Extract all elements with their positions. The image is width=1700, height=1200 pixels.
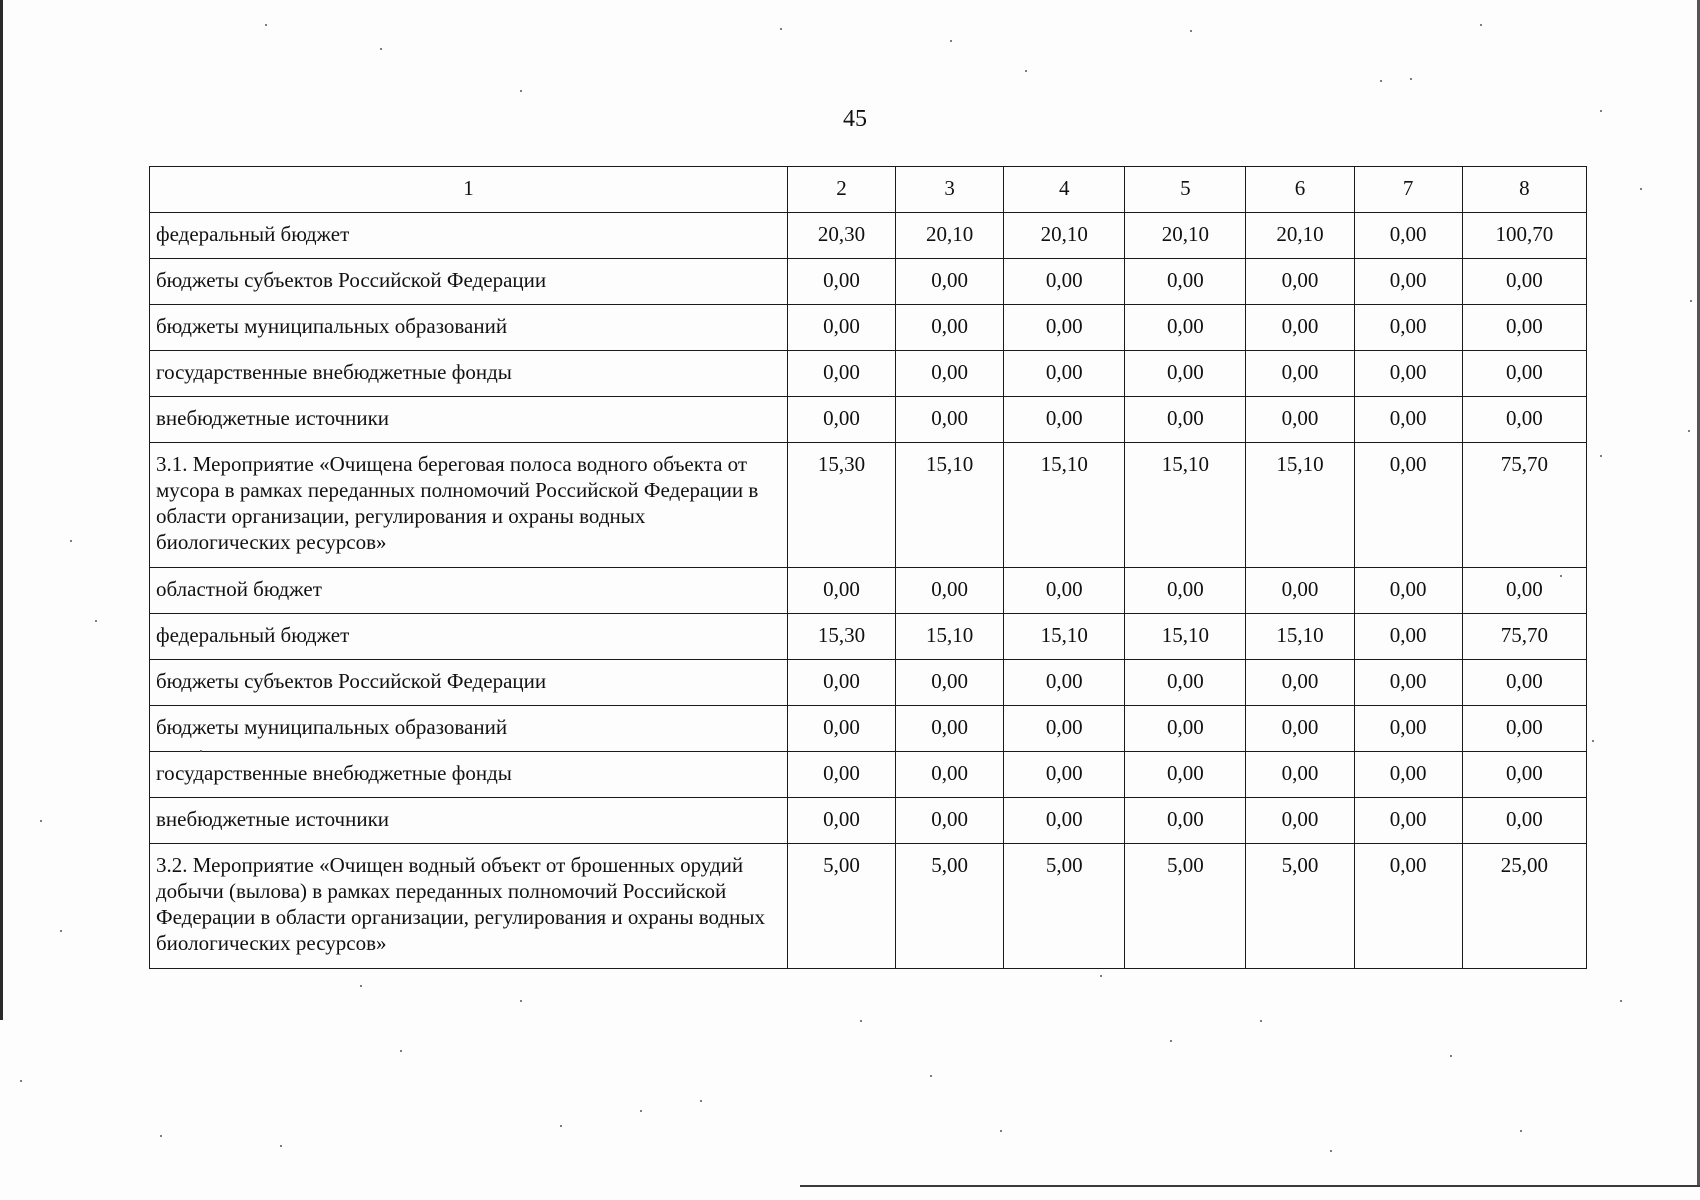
table-row [150,213,1587,259]
value-cell: 0,00 [1354,568,1462,614]
value-cell: 0,00 [1354,351,1462,397]
value-cell: 0,00 [1246,752,1354,798]
value-cell: 0,00 [896,706,1004,752]
value-cell: 0,00 [1004,752,1125,798]
value-cell: 0,00 [1246,397,1354,443]
row-label-cell: 3.2. Мероприятие «Очищен водный объект от брошенных орудий добычи (вылова) в рамках переданных полномочий Российской Федерации в области организации, регулирования и охраны водных биологических ресурсов» [150,844,788,969]
value-cell: 15,10 [1246,443,1354,568]
value-cell: 0,00 [896,660,1004,706]
header-cell: 8 [1462,167,1586,213]
value-cell: 0,00 [896,259,1004,305]
scan-speck [1380,80,1382,82]
scan-speck [640,1110,642,1112]
value-cell: 0,00 [787,752,895,798]
scan-speck [1025,70,1027,72]
value-cell: 20,10 [896,213,1004,259]
row-label-cell: бюджеты субъектов Российской Федерации [150,660,788,706]
scan-speck [400,1050,402,1052]
value-cell: 0,00 [1004,660,1125,706]
scan-speck [780,28,782,30]
table-row [150,614,1587,660]
value-cell: 0,00 [1246,351,1354,397]
value-cell: 0,00 [1004,259,1125,305]
value-cell: 15,10 [896,443,1004,568]
header-cell: 4 [1004,167,1125,213]
value-cell: 0,00 [1462,660,1586,706]
value-cell: 100,70 [1462,213,1586,259]
scan-speck [1688,430,1690,432]
scan-speck [930,1075,932,1077]
event-row [150,443,1587,568]
scan-speck [1410,78,1412,80]
value-cell: 15,30 [787,443,895,568]
scan-speck [950,40,952,42]
value-cell: 0,00 [896,568,1004,614]
table-row [150,798,1587,844]
value-cell: 20,10 [1246,213,1354,259]
value-cell: 5,00 [1125,844,1246,969]
value-cell: 0,00 [787,798,895,844]
value-cell: 0,00 [1246,305,1354,351]
scan-speck [280,1145,282,1147]
value-cell: 15,10 [1125,443,1246,568]
row-label-cell: областной бюджет [150,568,788,614]
value-cell: 0,00 [787,660,895,706]
value-cell: 20,30 [787,213,895,259]
value-cell: 0,00 [1246,706,1354,752]
value-cell: 15,10 [1246,614,1354,660]
table-row [150,259,1587,305]
scan-speck [1450,1055,1452,1057]
value-cell: 0,00 [896,752,1004,798]
row-label-cell: государственные внебюджетные фонды [150,351,788,397]
value-cell: 0,00 [1004,351,1125,397]
table-row [150,660,1587,706]
value-cell: 5,00 [1246,844,1354,969]
value-cell: 0,00 [896,798,1004,844]
value-cell: 25,00 [1462,844,1586,969]
value-cell: 15,10 [1004,443,1125,568]
value-cell: 0,00 [1004,568,1125,614]
value-cell: 5,00 [787,844,895,969]
scan-speck [1600,455,1602,457]
scan-speck [1640,188,1642,190]
scan-speck [380,48,382,50]
value-cell: 0,00 [1004,706,1125,752]
value-cell: 0,00 [1354,213,1462,259]
table-row [150,752,1587,798]
value-cell: 0,00 [1354,259,1462,305]
value-cell: 0,00 [787,259,895,305]
header-cell: 6 [1246,167,1354,213]
scan-speck [1190,30,1192,32]
value-cell: 15,10 [896,614,1004,660]
scan-speck [1690,300,1692,302]
value-cell: 0,00 [1354,397,1462,443]
value-cell: 0,00 [787,706,895,752]
scan-speck [860,1020,862,1022]
value-cell: 0,00 [1004,798,1125,844]
value-cell: 5,00 [1004,844,1125,969]
value-cell: 75,70 [1462,443,1586,568]
value-cell: 0,00 [1462,798,1586,844]
value-cell: 0,00 [1462,351,1586,397]
page-number: 45 [843,106,867,132]
table-body [150,167,1587,969]
value-cell: 0,00 [896,351,1004,397]
row-label-cell: бюджеты муниципальных образований [150,305,788,351]
value-cell: 0,00 [1125,752,1246,798]
value-cell: 0,00 [1246,660,1354,706]
value-cell: 75,70 [1462,614,1586,660]
scan-speck [1100,975,1102,977]
scan-speck [1000,1130,1002,1132]
value-cell: 0,00 [1354,706,1462,752]
value-cell: 0,00 [1462,568,1586,614]
value-cell: 0,00 [1125,706,1246,752]
scan-speck [1560,575,1562,577]
scan-speck [360,985,362,987]
table-row [150,568,1587,614]
scan-speck [1260,1020,1262,1022]
value-cell: 0,00 [1354,660,1462,706]
value-cell: 0,00 [1004,397,1125,443]
row-label-cell: бюджеты муниципальных образований [150,706,788,752]
value-cell: 20,10 [1004,213,1125,259]
value-cell: 0,00 [1354,443,1462,568]
header-row [150,167,1587,213]
value-cell: 0,00 [1354,844,1462,969]
scan-speck [160,1135,162,1137]
value-cell: 0,00 [787,351,895,397]
value-cell: 0,00 [1462,752,1586,798]
scan-speck [1480,24,1482,26]
scan-speck [1170,1040,1172,1042]
scan-speck [70,540,72,542]
value-cell: 0,00 [1246,259,1354,305]
value-cell: 0,00 [1462,706,1586,752]
header-cell: 5 [1125,167,1246,213]
header-cell: 7 [1354,167,1462,213]
value-cell: 0,00 [1125,305,1246,351]
scan-speck [520,90,522,92]
value-cell: 15,30 [787,614,895,660]
value-cell: 0,00 [787,305,895,351]
table-row [150,706,1587,752]
row-label-cell: федеральный бюджет [150,614,788,660]
table-row [150,351,1587,397]
value-cell: 0,00 [1354,798,1462,844]
value-cell: 0,00 [896,305,1004,351]
scan-speck [560,1125,562,1127]
value-cell: 0,00 [1125,397,1246,443]
value-cell: 0,00 [1462,305,1586,351]
header-cell: 2 [787,167,895,213]
value-cell: 0,00 [787,397,895,443]
value-cell: 0,00 [896,397,1004,443]
scan-speck [520,1000,522,1002]
scan-speck [1330,1150,1332,1152]
value-cell: 0,00 [1462,397,1586,443]
event-row [150,844,1587,969]
scan-left-border [0,0,3,1020]
scan-speck [60,930,62,932]
value-cell: 0,00 [1125,660,1246,706]
table-row [150,397,1587,443]
value-cell: 0,00 [787,568,895,614]
row-label-cell: внебюджетные источники [150,798,788,844]
value-cell: 5,00 [896,844,1004,969]
value-cell: 15,10 [1125,614,1246,660]
value-cell: 0,00 [1125,798,1246,844]
scan-speck [1620,1000,1622,1002]
scan-speck [700,1100,702,1102]
value-cell: 0,00 [1462,259,1586,305]
scan-speck [200,750,202,752]
budget-table [149,166,1587,969]
value-cell: 15,10 [1004,614,1125,660]
scan-speck [265,24,267,26]
header-cell: 1 [150,167,788,213]
scan-speck [1592,740,1594,742]
row-label-cell: бюджеты субъектов Российской Федерации [150,259,788,305]
scan-speck [95,620,97,622]
scan-speck [40,820,42,822]
value-cell: 0,00 [1004,305,1125,351]
value-cell: 0,00 [1246,568,1354,614]
value-cell: 0,00 [1125,568,1246,614]
row-label-cell: федеральный бюджет [150,213,788,259]
row-label-cell: внебюджетные источники [150,397,788,443]
scan-speck [1520,1130,1522,1132]
row-label-cell: 3.1. Мероприятие «Очищена береговая полоса водного объекта от мусора в рамках переданных полномочий Российской Федерации в области организации, регулирования и охраны водных биологических ресурсов» [150,443,788,568]
value-cell: 0,00 [1354,614,1462,660]
table-row [150,305,1587,351]
scan-bottom-border [800,1185,1700,1187]
scan-speck [1600,110,1602,112]
value-cell: 0,00 [1354,752,1462,798]
value-cell: 0,00 [1125,259,1246,305]
scan-speck [20,1080,22,1082]
value-cell: 0,00 [1246,798,1354,844]
row-label-cell: государственные внебюджетные фонды [150,752,788,798]
header-cell: 3 [896,167,1004,213]
value-cell: 0,00 [1125,351,1246,397]
value-cell: 20,10 [1125,213,1246,259]
value-cell: 0,00 [1354,305,1462,351]
